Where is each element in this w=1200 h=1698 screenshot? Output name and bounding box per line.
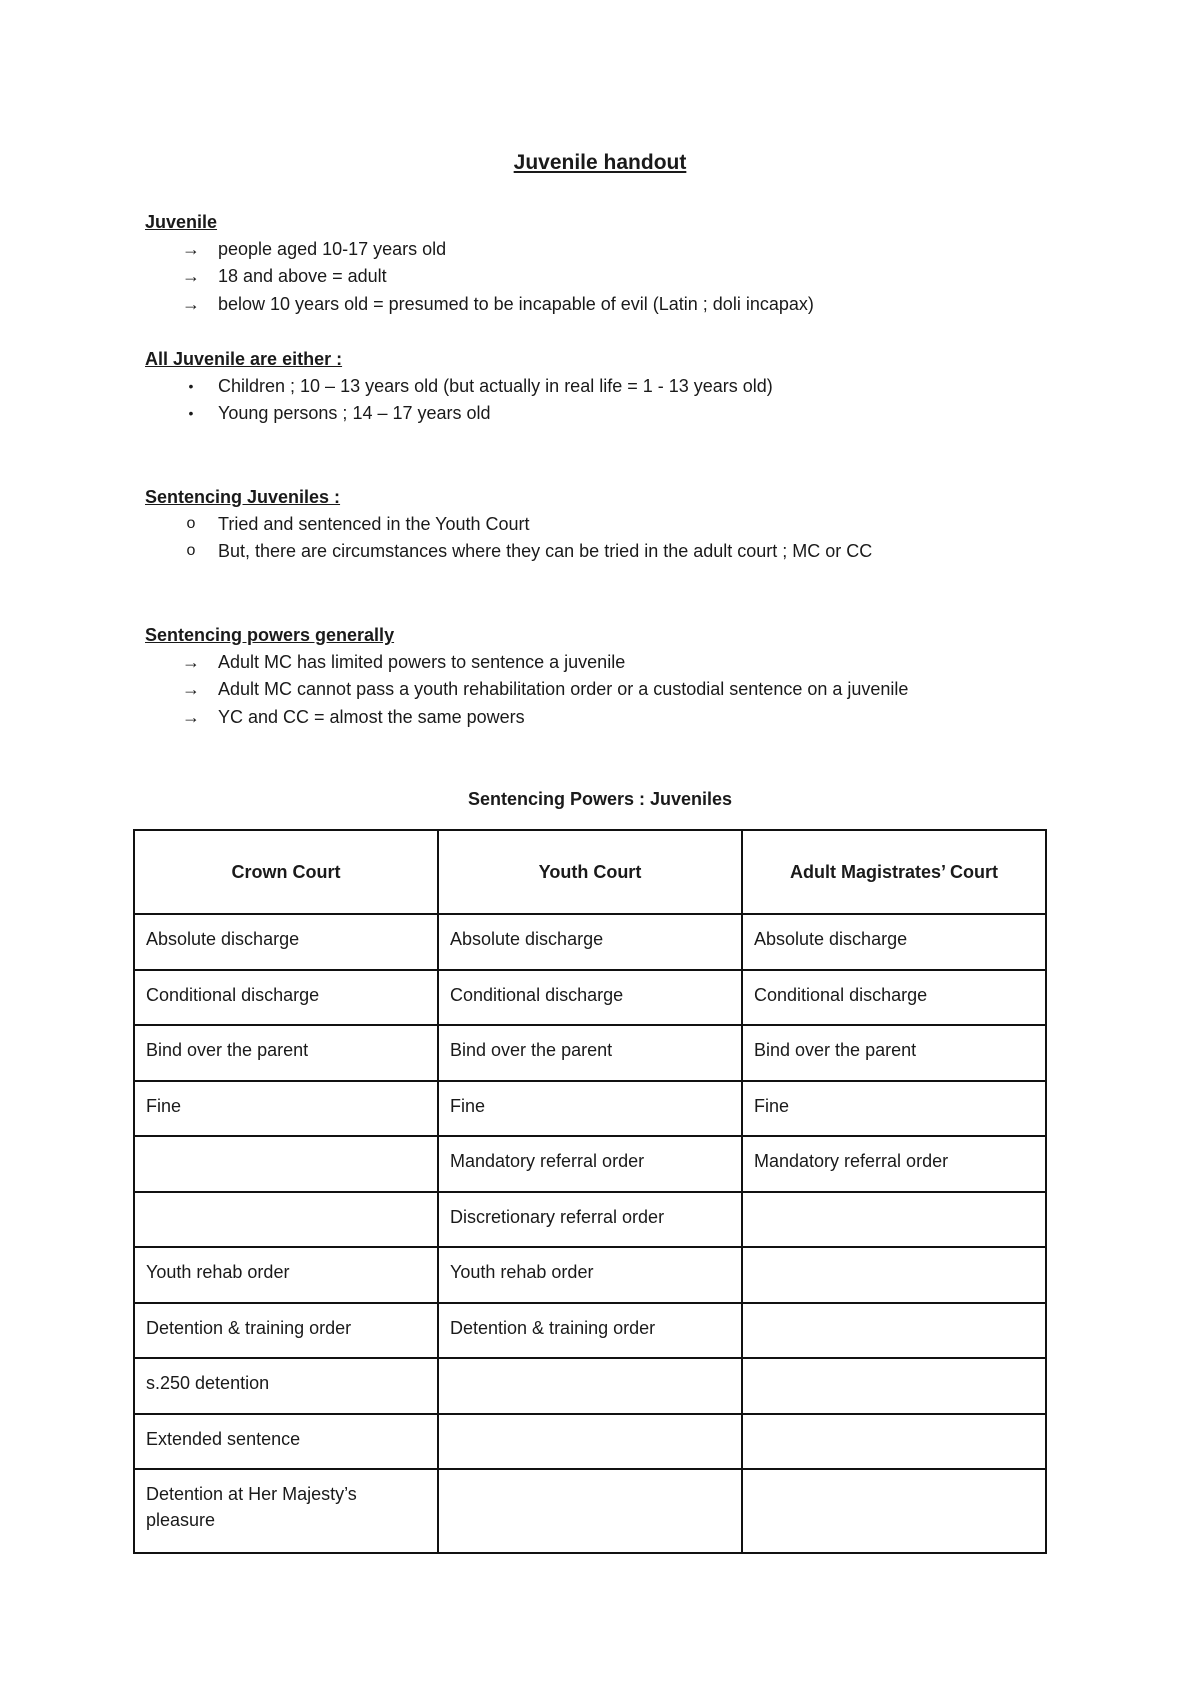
table-cell: Discretionary referral order [438, 1192, 742, 1248]
table-row [134, 914, 1046, 970]
table-title: Sentencing Powers : Juveniles [467, 789, 733, 809]
table-row [134, 1414, 1046, 1470]
circle-bullet-icon: o [186, 542, 196, 560]
table-cell: Fine [438, 1081, 742, 1137]
list-item-text: Tried and sentenced in the Youth Court [218, 514, 530, 534]
dot-bullet-icon: • [188, 378, 194, 394]
table-cell: Detention & training order [438, 1303, 742, 1359]
table-header-row [134, 830, 1046, 914]
section-heading: All Juvenile are either : [145, 349, 343, 369]
section-sentencing-powers [145, 622, 1085, 731]
table-cell: Conditional discharge [438, 970, 742, 1026]
list-item-text: 18 and above = adult [218, 266, 387, 287]
table-cell [742, 1358, 1046, 1414]
list-item-text: Adult MC has limited powers to sentence a juvenile [218, 652, 626, 672]
table-cell: Youth rehab order [438, 1247, 742, 1303]
list-item [145, 538, 1085, 565]
section-juvenile [145, 209, 1085, 318]
table-cell: Conditional discharge [134, 970, 438, 1026]
table-row [134, 970, 1046, 1026]
table-cell: s.250 detention [134, 1358, 438, 1414]
section-heading: Sentencing Juveniles : [145, 487, 341, 507]
table-row [134, 1469, 1046, 1553]
section-all-juvenile [145, 346, 1085, 428]
column-header-magistrates-court: Adult Magistrates’ Court [742, 830, 1046, 914]
table-cell: Bind over the parent [134, 1025, 438, 1081]
table-body [134, 914, 1046, 1553]
list-item-text: Children ; 10 – 13 years old (but actually in real life = 1 - 13 years old) [218, 376, 773, 396]
table-cell: Youth rehab order [134, 1247, 438, 1303]
list-item [145, 649, 1085, 676]
list-item-text: Young persons ; 14 – 17 years old [218, 403, 491, 424]
table-cell: Conditional discharge [742, 970, 1046, 1026]
table-cell: Fine [134, 1081, 438, 1137]
list-item [145, 263, 1085, 290]
table-cell [438, 1469, 742, 1553]
table-row [134, 1358, 1046, 1414]
list-item-text: But, there are circumstances where they can be tried in the adult court ; MC or CC [218, 541, 873, 562]
arrow-bullet-icon: → [182, 239, 200, 259]
list-item [145, 291, 1085, 318]
document-title: Juvenile handout [513, 151, 687, 174]
table-row [134, 1025, 1046, 1081]
table-cell: Detention & training order [134, 1303, 438, 1359]
table-row [134, 1136, 1046, 1192]
list-item [145, 704, 1085, 731]
list-item-text: Adult MC cannot pass a youth rehabilitation order or a custodial sentence on a juvenile [218, 679, 909, 700]
list-item [145, 236, 1085, 263]
table-cell: Bind over the parent [742, 1025, 1046, 1081]
table-cell [134, 1192, 438, 1248]
circle-bullet-icon: o [186, 515, 196, 532]
dot-bullet-icon: • [188, 405, 194, 422]
table-cell: Mandatory referral order [742, 1136, 1046, 1192]
table-row [134, 1303, 1046, 1359]
table-row [134, 1192, 1046, 1248]
arrow-bullet-icon: → [182, 706, 200, 727]
sentencing-powers-table [133, 829, 1047, 1554]
table-cell [742, 1414, 1046, 1470]
table-cell [438, 1358, 742, 1414]
table-cell: Bind over the parent [438, 1025, 742, 1081]
section-sentencing-juveniles [145, 484, 1085, 566]
list-item-text: people aged 10-17 years old [218, 239, 447, 259]
list-item-text: below 10 years old = presumed to be incapable of evil (Latin ; doli incapax) [218, 293, 814, 314]
list-item [145, 373, 1085, 400]
table-cell: Absolute discharge [438, 914, 742, 970]
list-item [145, 400, 1085, 427]
list-item-text: YC and CC = almost the same powers [218, 706, 525, 727]
table-cell [742, 1247, 1046, 1303]
arrow-bullet-icon: → [182, 679, 200, 700]
arrow-bullet-icon: → [182, 266, 200, 287]
column-header-crown-court: Crown Court [134, 830, 438, 914]
table-row [134, 1247, 1046, 1303]
table-cell [134, 1136, 438, 1192]
table-cell: Mandatory referral order [438, 1136, 742, 1192]
section-heading: Sentencing powers generally [145, 625, 395, 645]
table-cell [742, 1192, 1046, 1248]
table-row [134, 1081, 1046, 1137]
column-header-youth-court: Youth Court [438, 830, 742, 914]
arrow-bullet-icon: → [182, 293, 200, 314]
arrow-bullet-icon: → [182, 652, 200, 672]
table-cell [438, 1414, 742, 1470]
table-cell [742, 1469, 1046, 1553]
list-item [145, 511, 1085, 538]
table-cell: Detention at Her Majesty’s pleasure [134, 1469, 438, 1553]
table-cell [742, 1303, 1046, 1359]
section-heading: Juvenile [145, 212, 218, 232]
list-item [145, 676, 1085, 703]
table-cell: Extended sentence [134, 1414, 438, 1470]
table-cell: Absolute discharge [134, 914, 438, 970]
table-cell: Fine [742, 1081, 1046, 1137]
table-cell: Absolute discharge [742, 914, 1046, 970]
